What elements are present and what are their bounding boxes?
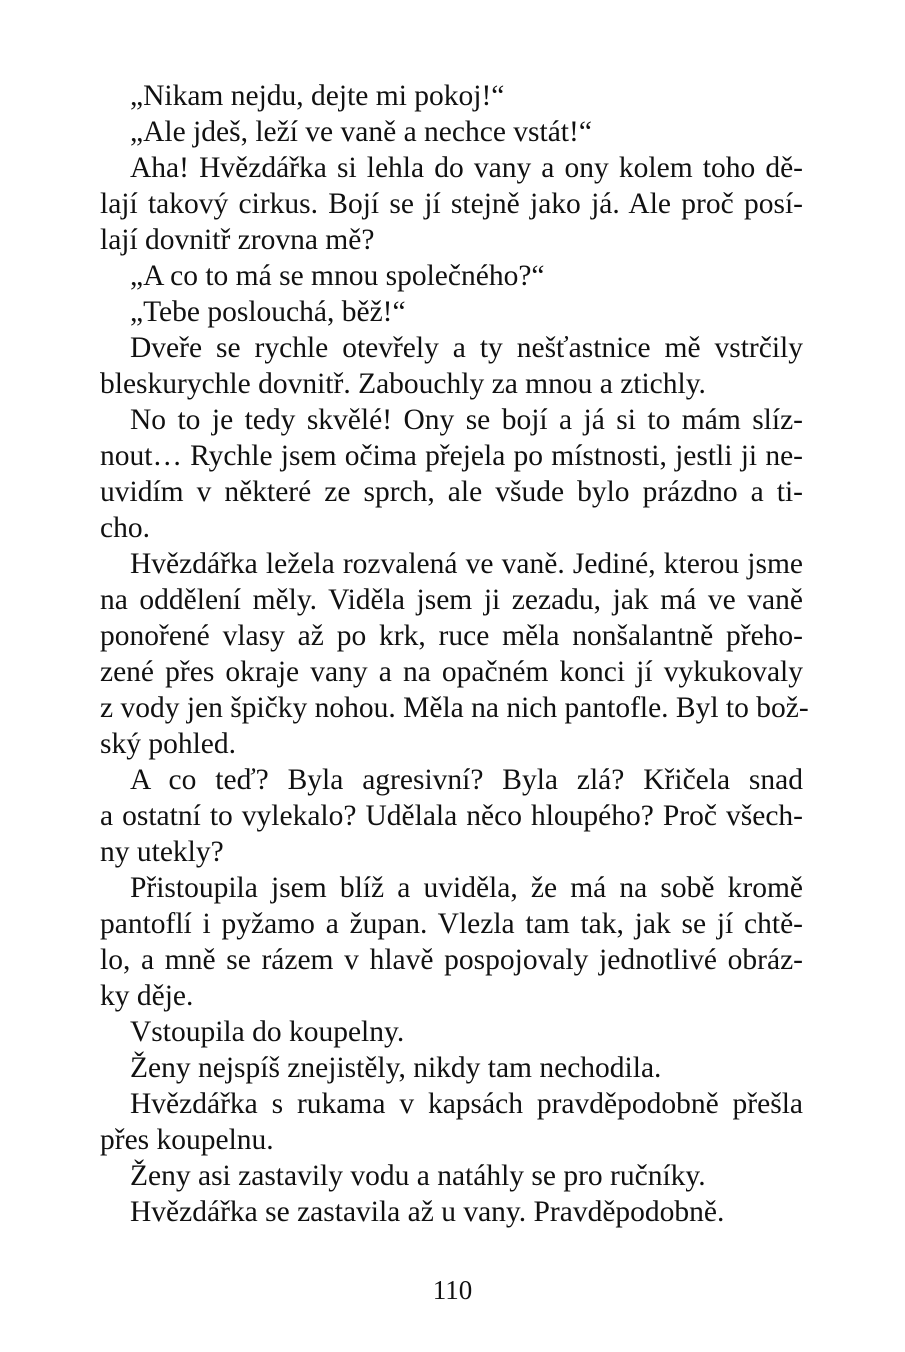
text-line: uvidím v některé ze sprch, ale všude bylo prázdno a ti- <box>100 476 803 508</box>
text-line: Vstoupila do koupelny. <box>130 1016 405 1048</box>
text-line: a ostatní to vylekalo? Udělala něco hloupého? Proč všech- <box>100 800 803 832</box>
text-line: A co teď? Byla agresivní? Byla zlá? Křičela snad <box>130 764 803 796</box>
text-line: „Tebe poslouchá, běž!“ <box>130 296 406 328</box>
book-page-body <box>100 78 809 1230</box>
text-line: přes koupelnu. <box>100 1124 274 1156</box>
text-line: ský pohled. <box>100 728 237 760</box>
text-line: Ženy nejspíš znejistěly, nikdy tam nechodila. <box>130 1052 662 1084</box>
text-line: Ženy asi zastavily vodu a natáhly se pro ručníky. <box>130 1160 706 1192</box>
text-line: zené přes okraje vany a na opačném konci jí vykukovaly <box>100 656 803 688</box>
text-line: lají dovnitř zrovna mě? <box>100 224 375 256</box>
page-number: 110 <box>432 1275 473 1305</box>
text-line: na oddělení měly. Viděla jsem ji zezadu, jak má ve vaně <box>100 584 803 616</box>
text-line: „Ale jdeš, leží ve vaně a nechce vstát!“ <box>130 116 592 148</box>
text-line: pantoflí i pyžamo a župan. Vlezla tam tak, jak se jí chtě- <box>100 908 803 940</box>
text-line: ky děje. <box>100 980 194 1012</box>
text-line: No to je tedy skvělé! Ony se bojí a já si to mám slíz- <box>130 404 803 436</box>
text-line: cho. <box>100 512 150 544</box>
text-line: lají takový cirkus. Bojí se jí stejně jako já. Ale proč posí- <box>100 188 803 220</box>
text-line: Hvězdářka s rukama v kapsách pravděpodobně přešla <box>130 1088 803 1120</box>
text-line: ponořené vlasy až po krk, ruce měla nonšalantně přeho- <box>100 620 803 652</box>
text-line: bleskurychle dovnitř. Zabouchly za mnou a ztichly. <box>100 368 706 400</box>
text-line: „A co to má se mnou společného?“ <box>130 260 545 292</box>
text-line: z vody jen špičky nohou. Měla na nich pantofle. Byl to bož- <box>100 692 809 724</box>
text-line: Hvězdářka ležela rozvalená ve vaně. Jediné, kterou jsme <box>130 548 803 580</box>
text-line: nout… Rychle jsem očima přejela po místnosti, jestli ji ne- <box>100 440 803 472</box>
text-line: lo, a mně se rázem v hlavě pospojovaly jednotlivé obráz- <box>100 944 803 976</box>
text-line: Dveře se rychle otevřely a ty nešťastnice mě vstrčily <box>130 332 803 364</box>
text-line: „Nikam nejdu, dejte mi pokoj!“ <box>130 80 505 112</box>
text-line: Hvězdářka se zastavila až u vany. Pravděpodobně. <box>130 1196 725 1228</box>
text-line: ny utekly? <box>100 836 224 868</box>
text-line: Přistoupila jsem blíž a uviděla, že má na sobě kromě <box>130 872 803 904</box>
text-line: Aha! Hvězdářka si lehla do vany a ony kolem toho dě- <box>130 152 803 184</box>
